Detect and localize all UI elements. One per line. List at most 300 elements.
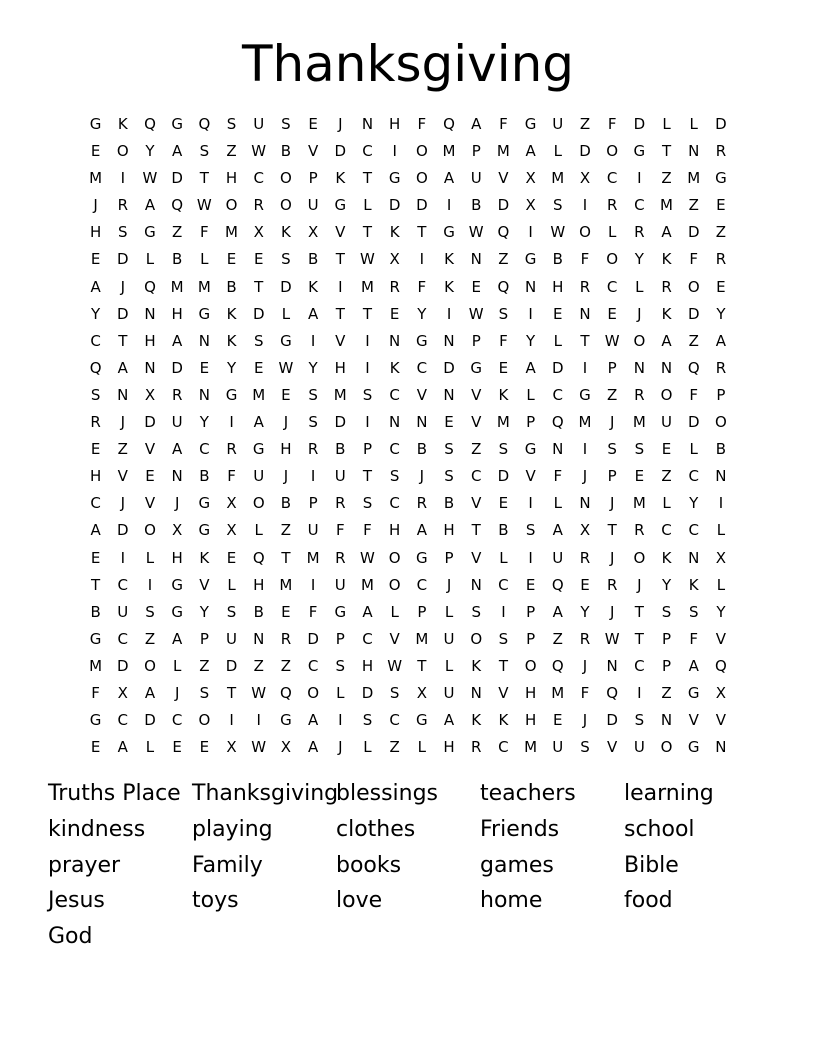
- grid-letter: A: [471, 115, 482, 133]
- grid-letter: N: [470, 575, 482, 594]
- grid-letter: M: [687, 169, 701, 188]
- grid-letter: T: [362, 467, 373, 486]
- grid-letter: E: [199, 358, 210, 377]
- word-list-item: kindness: [48, 816, 146, 842]
- grid-letter: M: [225, 223, 238, 242]
- grid-letter: Y: [661, 575, 672, 594]
- grid-letter: L: [336, 683, 345, 702]
- grid-letter: V: [525, 467, 536, 486]
- grid-letter: X: [525, 169, 536, 188]
- grid-letter: J: [419, 467, 425, 486]
- grid-letter: Z: [688, 196, 699, 215]
- grid-letter: N: [416, 413, 428, 432]
- grid-letter: T: [226, 683, 237, 702]
- grid-letter: R: [661, 277, 672, 296]
- grid-letter: N: [715, 738, 727, 757]
- grid-letter: D: [715, 115, 727, 133]
- grid-letter: I: [310, 467, 316, 486]
- grid-letter: C: [470, 467, 482, 486]
- grid-letter: K: [199, 548, 210, 567]
- grid-letter: N: [144, 304, 156, 323]
- grid-letter: Z: [117, 440, 128, 459]
- grid-letter: B: [715, 440, 727, 459]
- grid-letter: P: [199, 629, 209, 648]
- grid-letter: O: [198, 711, 211, 730]
- grid-letter: S: [688, 602, 699, 621]
- grid-letter: A: [144, 196, 156, 215]
- grid-letter: Z: [715, 223, 727, 242]
- grid-letter: L: [145, 548, 155, 567]
- grid-letter: E: [253, 358, 264, 377]
- grid-letter: G: [416, 331, 428, 350]
- grid-letter: R: [335, 548, 346, 567]
- grid-letter: X: [389, 250, 400, 269]
- grid-letter: D: [144, 711, 156, 730]
- grid-letter: G: [171, 115, 183, 133]
- grid-letter: Z: [280, 656, 292, 675]
- grid-letter: E: [634, 467, 645, 486]
- grid-letter: J: [446, 575, 452, 594]
- grid-row: [82, 572, 735, 599]
- grid-letter: T: [580, 331, 590, 350]
- grid-letter: B: [253, 602, 264, 621]
- grid-letter: D: [443, 358, 455, 377]
- grid-letter: U: [253, 467, 265, 486]
- grid-letter: A: [90, 521, 101, 540]
- grid-letter: U: [117, 602, 129, 621]
- grid-letter: R: [579, 277, 591, 296]
- grid-letter: I: [582, 358, 588, 377]
- grid-letter: B: [307, 250, 319, 269]
- grid-letter: D: [552, 358, 564, 377]
- grid-letter: C: [552, 385, 564, 404]
- grid-letter: G: [524, 250, 537, 269]
- grid-letter: D: [117, 656, 129, 675]
- grid-letter: X: [307, 223, 319, 242]
- grid-letter: F: [417, 277, 427, 296]
- grid-letter: P: [471, 142, 481, 161]
- grid-letter: A: [525, 358, 536, 377]
- grid-letter: K: [226, 331, 237, 350]
- grid-letter: L: [716, 521, 726, 540]
- grid-letter: M: [333, 385, 347, 404]
- grid-letter: M: [252, 385, 266, 404]
- grid-letter: F: [335, 521, 345, 540]
- grid-letter: L: [145, 250, 155, 269]
- grid-letter: I: [365, 358, 370, 377]
- letter-grid: [82, 111, 735, 761]
- grid-letter: U: [552, 548, 564, 567]
- grid-letter: Y: [417, 304, 427, 323]
- grid-letter: S: [444, 467, 454, 486]
- grid-letter: K: [335, 169, 346, 188]
- grid-letter: K: [389, 358, 400, 377]
- grid-letter: S: [498, 304, 509, 323]
- grid-letter: U: [552, 115, 564, 133]
- grid-letter: V: [471, 385, 482, 404]
- grid-letter: T: [607, 521, 617, 540]
- grid-row: [82, 138, 735, 165]
- grid-letter: E: [525, 575, 536, 594]
- grid-letter: H: [253, 575, 265, 594]
- grid-letter: C: [498, 738, 509, 757]
- grid-letter: H: [389, 115, 401, 133]
- grid-letter: K: [471, 711, 482, 730]
- grid-letter: S: [389, 683, 400, 702]
- grid-letter: L: [200, 250, 209, 269]
- grid-row: [82, 409, 735, 436]
- grid-letter: L: [716, 575, 726, 594]
- grid-row: [82, 734, 735, 761]
- grid-letter: N: [660, 358, 673, 377]
- grid-letter: I: [338, 277, 343, 296]
- word-list-item: prayer: [48, 852, 121, 878]
- grid-letter: W: [468, 304, 484, 323]
- grid-letter: V: [117, 467, 128, 486]
- grid-letter: D: [633, 115, 646, 133]
- grid-letter: I: [528, 548, 533, 567]
- grid-letter: R: [606, 575, 618, 594]
- grid-row: [82, 680, 735, 707]
- grid-letter: W: [468, 223, 484, 242]
- grid-letter: D: [280, 277, 292, 296]
- grid-letter: J: [338, 115, 343, 133]
- grid-letter: U: [307, 521, 319, 540]
- grid-letter: Q: [606, 683, 619, 702]
- grid-letter: O: [660, 738, 673, 757]
- grid-letter: C: [90, 494, 101, 513]
- grid-letter: T: [281, 548, 291, 567]
- grid-letter: U: [661, 413, 673, 432]
- grid-letter: W: [196, 196, 212, 215]
- grid-letter: X: [172, 521, 183, 540]
- grid-letter: J: [283, 413, 289, 432]
- grid-letter: Y: [199, 413, 209, 432]
- grid-letter: I: [528, 494, 533, 513]
- grid-letter: K: [471, 656, 482, 675]
- grid-letter: A: [552, 602, 563, 621]
- grid-letter: B: [280, 142, 292, 161]
- word-list-item: Family: [192, 852, 263, 878]
- grid-letter: U: [470, 169, 482, 188]
- grid-letter: X: [715, 683, 727, 702]
- grid-letter: H: [361, 656, 374, 675]
- word-list-item: school: [624, 816, 695, 842]
- word-list-item: teachers: [480, 781, 576, 806]
- grid-letter: H: [89, 467, 102, 486]
- grid-letter: Y: [199, 602, 209, 621]
- grid-letter: R: [117, 196, 128, 215]
- grid-letter: V: [715, 629, 727, 648]
- grid-letter: S: [308, 413, 318, 432]
- grid-letter: P: [607, 358, 617, 377]
- grid-letter: A: [416, 521, 427, 540]
- grid-letter: V: [471, 413, 482, 432]
- grid-letter: S: [145, 602, 155, 621]
- grid-letter: L: [444, 602, 454, 621]
- grid-letter: N: [579, 304, 591, 323]
- grid-letter: V: [335, 223, 346, 242]
- grid-letter: C: [606, 277, 618, 296]
- grid-letter: S: [362, 494, 373, 513]
- grid-letter: H: [144, 331, 156, 350]
- grid-letter: A: [253, 413, 264, 432]
- grid-letter: I: [310, 575, 316, 594]
- grid-letter: N: [443, 331, 455, 350]
- grid-letter: K: [498, 385, 509, 404]
- grid-letter: E: [90, 250, 101, 269]
- grid-letter: S: [389, 467, 400, 486]
- grid-letter: S: [118, 223, 128, 242]
- grid-letter: J: [174, 683, 180, 702]
- grid-letter: F: [689, 629, 699, 648]
- word-list-item: learning: [624, 781, 714, 806]
- grid-letter: P: [526, 413, 536, 432]
- grid-letter: O: [633, 331, 646, 350]
- grid-letter: E: [444, 413, 454, 432]
- grid-letter: C: [634, 196, 645, 215]
- grid-letter: D: [606, 711, 618, 730]
- grid-letter: I: [528, 304, 533, 323]
- grid-letter: V: [199, 575, 210, 594]
- grid-letter: L: [607, 223, 617, 242]
- grid-letter: T: [471, 521, 481, 540]
- grid-letter: L: [553, 494, 562, 513]
- grid-letter: T: [417, 656, 427, 675]
- grid-letter: F: [200, 223, 209, 242]
- grid-letter: K: [661, 548, 672, 567]
- word-list: [48, 778, 768, 957]
- grid-letter: Y: [526, 331, 536, 350]
- grid-letter: G: [470, 358, 483, 377]
- grid-letter: V: [307, 142, 319, 161]
- grid-letter: N: [633, 358, 645, 377]
- grid-letter: I: [229, 413, 234, 432]
- grid-letter: P: [308, 169, 318, 188]
- grid-letter: X: [226, 521, 237, 540]
- grid-letter: H: [89, 223, 102, 242]
- grid-letter: S: [199, 142, 210, 161]
- grid-letter: S: [362, 385, 373, 404]
- grid-letter: S: [634, 440, 645, 459]
- word-list-item: home: [480, 888, 543, 914]
- grid-letter: E: [226, 548, 237, 567]
- grid-letter: D: [144, 413, 156, 432]
- grid-letter: N: [606, 656, 618, 675]
- grid-letter: E: [471, 277, 481, 296]
- grid-letter: D: [687, 304, 700, 323]
- grid-letter: A: [661, 331, 672, 350]
- grid-letter: C: [253, 169, 264, 188]
- grid-letter: S: [90, 385, 101, 404]
- grid-letter: O: [524, 656, 537, 675]
- grid-letter: E: [580, 575, 590, 594]
- grid-letter: T: [417, 223, 427, 242]
- grid-letter: X: [525, 196, 536, 215]
- grid-letter: L: [227, 575, 236, 594]
- grid-letter: P: [662, 629, 672, 648]
- grid-letter: E: [90, 548, 101, 567]
- grid-letter: C: [389, 440, 400, 459]
- grid-letter: O: [280, 196, 292, 215]
- grid-letter: F: [417, 115, 427, 133]
- grid-letter: S: [607, 440, 617, 459]
- grid-letter: W: [251, 683, 267, 702]
- grid-letter: R: [715, 358, 727, 377]
- grid-letter: Y: [716, 304, 726, 323]
- grid-letter: V: [144, 494, 156, 513]
- grid-letter: J: [338, 738, 343, 757]
- grid-letter: I: [365, 331, 370, 350]
- grid-letter: F: [607, 115, 617, 133]
- grid-letter: C: [117, 711, 129, 730]
- grid-letter: A: [307, 711, 319, 730]
- grid-letter: E: [553, 304, 563, 323]
- grid-letter: A: [688, 656, 699, 675]
- grid-letter: G: [280, 331, 292, 350]
- grid-letter: M: [660, 196, 673, 215]
- grid-letter: P: [308, 494, 318, 513]
- grid-letter: R: [471, 738, 482, 757]
- grid-letter: C: [307, 656, 319, 675]
- grid-letter: I: [392, 142, 397, 161]
- grid-letter: T: [634, 602, 644, 621]
- grid-letter: L: [635, 277, 644, 296]
- grid-letter: B: [443, 494, 455, 513]
- grid-letter: H: [524, 711, 537, 730]
- grid-letter: F: [499, 115, 508, 133]
- grid-letter: D: [117, 521, 129, 540]
- grid-row: [82, 274, 735, 301]
- grid-letter: C: [171, 711, 183, 730]
- grid-letter: A: [552, 521, 563, 540]
- word-list-item: God: [48, 924, 93, 950]
- grid-letter: A: [172, 629, 183, 648]
- grid-letter: S: [281, 115, 291, 133]
- grid-letter: Y: [634, 250, 644, 269]
- grid-row: [82, 490, 735, 517]
- grid-letter: C: [688, 521, 699, 540]
- grid-letter: X: [579, 521, 591, 540]
- grid-letter: H: [443, 738, 455, 757]
- grid-letter: K: [444, 277, 454, 296]
- grid-letter: Q: [280, 683, 292, 702]
- grid-letter: L: [689, 115, 698, 133]
- grid-letter: O: [415, 142, 428, 161]
- grid-letter: D: [579, 142, 591, 161]
- grid-letter: G: [198, 494, 211, 513]
- grid-letter: Z: [661, 467, 672, 486]
- grid-letter: F: [91, 683, 100, 702]
- grid-letter: A: [307, 304, 319, 323]
- grid-row: [82, 328, 735, 355]
- grid-letter: G: [171, 602, 183, 621]
- grid-letter: O: [633, 548, 646, 567]
- grid-letter: P: [526, 629, 536, 648]
- grid-row: [82, 436, 735, 463]
- grid-letter: B: [226, 277, 237, 296]
- grid-letter: D: [334, 413, 347, 432]
- grid-letter: Q: [144, 115, 156, 133]
- grid-letter: J: [120, 494, 125, 513]
- grid-letter: U: [171, 413, 183, 432]
- grid-letter: C: [416, 358, 428, 377]
- grid-letter: J: [609, 602, 615, 621]
- grid-letter: S: [553, 196, 563, 215]
- grid-letter: S: [253, 331, 264, 350]
- word-list-item: blessings: [336, 781, 439, 806]
- grid-letter: J: [120, 277, 125, 296]
- grid-letter: E: [281, 385, 291, 404]
- grid-letter: Q: [497, 277, 510, 296]
- grid-letter: F: [363, 521, 372, 540]
- grid-letter: M: [551, 169, 565, 188]
- grid-letter: W: [142, 169, 158, 188]
- grid-letter: Z: [607, 385, 618, 404]
- grid-letter: U: [307, 196, 319, 215]
- grid-letter: M: [496, 413, 510, 432]
- grid-letter: X: [416, 683, 427, 702]
- grid-row: [82, 355, 735, 382]
- grid-letter: P: [335, 629, 345, 648]
- grid-letter: N: [253, 629, 265, 648]
- puzzle-title: Thanksgiving: [241, 35, 575, 93]
- grid-letter: I: [582, 196, 588, 215]
- grid-letter: D: [171, 358, 183, 377]
- grid-letter: P: [662, 656, 672, 675]
- grid-letter: O: [144, 521, 156, 540]
- grid-letter: N: [688, 548, 700, 567]
- grid-letter: S: [281, 250, 291, 269]
- grid-letter: U: [633, 738, 645, 757]
- grid-letter: I: [582, 440, 588, 459]
- grid-letter: R: [634, 223, 645, 242]
- grid-letter: H: [280, 440, 292, 459]
- grid-letter: M: [360, 277, 374, 296]
- grid-letter: U: [443, 683, 455, 702]
- grid-letter: S: [226, 602, 237, 621]
- grid-letter: N: [552, 440, 564, 459]
- grid-letter: Y: [580, 602, 590, 621]
- grid-letter: D: [117, 250, 129, 269]
- grid-letter: H: [443, 521, 455, 540]
- word-list-item: clothes: [336, 816, 416, 842]
- grid-letter: G: [171, 575, 183, 594]
- grid-letter: U: [443, 629, 455, 648]
- grid-letter: S: [661, 602, 672, 621]
- grid-letter: E: [145, 467, 155, 486]
- grid-letter: B: [90, 602, 101, 621]
- grid-letter: T: [254, 277, 264, 296]
- grid-letter: W: [278, 358, 294, 377]
- grid-letter: S: [362, 711, 373, 730]
- word-list-item: books: [336, 852, 402, 878]
- grid-letter: L: [553, 331, 562, 350]
- grid-letter: C: [661, 521, 672, 540]
- grid-letter: T: [335, 250, 345, 269]
- grid-letter: R: [606, 196, 618, 215]
- grid-letter: J: [582, 711, 588, 730]
- grid-letter: X: [144, 385, 156, 404]
- grid-letter: B: [335, 440, 346, 459]
- grid-letter: G: [89, 711, 102, 730]
- grid-letter: R: [307, 440, 319, 459]
- grid-letter: B: [552, 250, 563, 269]
- grid-letter: C: [389, 494, 400, 513]
- grid-letter: R: [579, 629, 591, 648]
- grid-letter: O: [579, 223, 591, 242]
- grid-letter: Y: [716, 602, 726, 621]
